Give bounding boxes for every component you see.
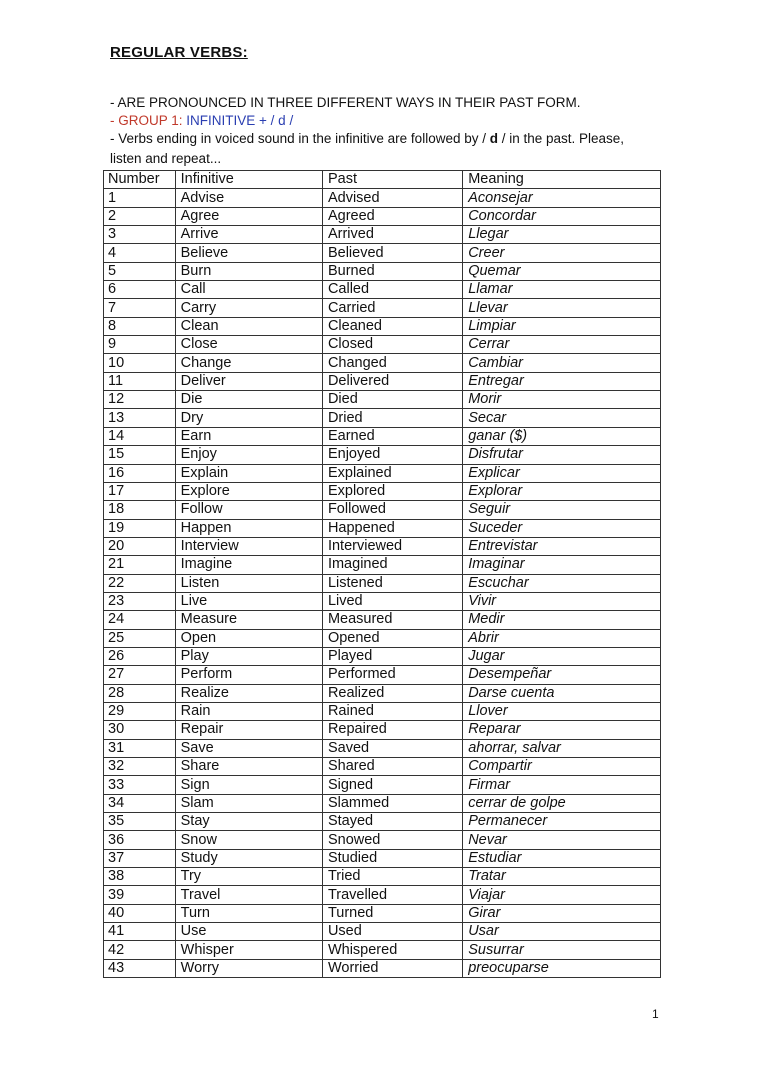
cell-number: 6 — [104, 281, 176, 299]
table-row — [104, 281, 661, 299]
cell-number: 7 — [104, 299, 176, 317]
table-row — [104, 336, 661, 354]
page-title: REGULAR VERBS: — [110, 44, 248, 61]
cell-meaning: Desempeñar — [463, 666, 661, 684]
table-row — [104, 317, 661, 335]
cell-past: Carried — [322, 299, 462, 317]
table-row — [104, 813, 661, 831]
cell-number: 25 — [104, 629, 176, 647]
table-row — [104, 409, 661, 427]
cell-infinitive: Repair — [175, 721, 322, 739]
cell-past: Called — [322, 281, 462, 299]
cell-meaning: preocuparse — [463, 959, 661, 977]
cell-meaning: Permanecer — [463, 813, 661, 831]
cell-meaning: Creer — [463, 244, 661, 262]
group-label: - GROUP 1: — [110, 113, 183, 128]
cell-infinitive: Worry — [175, 959, 322, 977]
cell-past: Arrived — [322, 226, 462, 244]
cell-past: Agreed — [322, 207, 462, 225]
cell-number: 1 — [104, 189, 176, 207]
cell-number: 16 — [104, 464, 176, 482]
cell-infinitive: Save — [175, 739, 322, 757]
table-row — [104, 501, 661, 519]
intro-line-2 — [110, 113, 293, 128]
cell-past: Saved — [322, 739, 462, 757]
table-row — [104, 959, 661, 977]
cell-infinitive: Arrive — [175, 226, 322, 244]
header-past: Past — [322, 171, 462, 189]
cell-past: Dried — [322, 409, 462, 427]
cell-past: Enjoyed — [322, 446, 462, 464]
cell-meaning: Darse cuenta — [463, 684, 661, 702]
cell-infinitive: Open — [175, 629, 322, 647]
cell-past: Opened — [322, 629, 462, 647]
cell-past: Explored — [322, 482, 462, 500]
cell-meaning: Explorar — [463, 482, 661, 500]
cell-number: 33 — [104, 776, 176, 794]
cell-meaning: ahorrar, salvar — [463, 739, 661, 757]
cell-infinitive: Study — [175, 849, 322, 867]
table-row — [104, 189, 661, 207]
table-row — [104, 427, 661, 445]
cell-past: Measured — [322, 611, 462, 629]
cell-number: 8 — [104, 317, 176, 335]
cell-past: Cleaned — [322, 317, 462, 335]
table-row — [104, 574, 661, 592]
cell-meaning: Nevar — [463, 831, 661, 849]
table-row — [104, 758, 661, 776]
cell-past: Rained — [322, 702, 462, 720]
intro-line-3 — [110, 131, 624, 146]
cell-infinitive: Snow — [175, 831, 322, 849]
cell-number: 20 — [104, 537, 176, 555]
cell-meaning: Susurrar — [463, 941, 661, 959]
cell-past: Realized — [322, 684, 462, 702]
cell-number: 28 — [104, 684, 176, 702]
cell-past: Travelled — [322, 886, 462, 904]
cell-meaning: Llevar — [463, 299, 661, 317]
cell-infinitive: Enjoy — [175, 446, 322, 464]
cell-infinitive: Deliver — [175, 372, 322, 390]
cell-past: Shared — [322, 758, 462, 776]
cell-number: 31 — [104, 739, 176, 757]
cell-number: 26 — [104, 647, 176, 665]
table-row — [104, 831, 661, 849]
cell-meaning: Secar — [463, 409, 661, 427]
cell-infinitive: Close — [175, 336, 322, 354]
cell-past: Snowed — [322, 831, 462, 849]
cell-infinitive: Call — [175, 281, 322, 299]
cell-infinitive: Imagine — [175, 556, 322, 574]
cell-infinitive: Slam — [175, 794, 322, 812]
page-number: 1 — [652, 1007, 659, 1021]
intro-line-3-after: / in the past. Please, — [497, 131, 625, 146]
table-row — [104, 702, 661, 720]
cell-meaning: Entrevistar — [463, 537, 661, 555]
table-row — [104, 464, 661, 482]
cell-number: 30 — [104, 721, 176, 739]
cell-meaning: Llover — [463, 702, 661, 720]
cell-number: 39 — [104, 886, 176, 904]
table-row — [104, 629, 661, 647]
cell-meaning: Morir — [463, 391, 661, 409]
table-row — [104, 556, 661, 574]
cell-number: 12 — [104, 391, 176, 409]
cell-infinitive: Realize — [175, 684, 322, 702]
cell-number: 3 — [104, 226, 176, 244]
table-row — [104, 904, 661, 922]
cell-infinitive: Change — [175, 354, 322, 372]
cell-infinitive: Clean — [175, 317, 322, 335]
cell-past: Signed — [322, 776, 462, 794]
cell-meaning: Cambiar — [463, 354, 661, 372]
cell-number: 19 — [104, 519, 176, 537]
cell-infinitive: Die — [175, 391, 322, 409]
cell-infinitive: Travel — [175, 886, 322, 904]
cell-meaning: Escuchar — [463, 574, 661, 592]
cell-number: 13 — [104, 409, 176, 427]
cell-past: Delivered — [322, 372, 462, 390]
cell-number: 14 — [104, 427, 176, 445]
table-row — [104, 446, 661, 464]
cell-infinitive: Measure — [175, 611, 322, 629]
table-row — [104, 482, 661, 500]
cell-infinitive: Believe — [175, 244, 322, 262]
cell-past: Imagined — [322, 556, 462, 574]
cell-past: Interviewed — [322, 537, 462, 555]
cell-past: Slammed — [322, 794, 462, 812]
cell-number: 36 — [104, 831, 176, 849]
table-row — [104, 739, 661, 757]
cell-number: 15 — [104, 446, 176, 464]
cell-infinitive: Share — [175, 758, 322, 776]
cell-infinitive: Earn — [175, 427, 322, 445]
cell-number: 18 — [104, 501, 176, 519]
cell-past: Believed — [322, 244, 462, 262]
cell-meaning: Vivir — [463, 592, 661, 610]
cell-meaning: Tratar — [463, 868, 661, 886]
cell-meaning: Estudiar — [463, 849, 661, 867]
cell-infinitive: Perform — [175, 666, 322, 684]
cell-number: 10 — [104, 354, 176, 372]
cell-infinitive: Whisper — [175, 941, 322, 959]
cell-infinitive: Play — [175, 647, 322, 665]
cell-number: 5 — [104, 262, 176, 280]
cell-meaning: Viajar — [463, 886, 661, 904]
table-row — [104, 592, 661, 610]
intro-line-4: listen and repeat... — [110, 151, 222, 166]
cell-infinitive: Burn — [175, 262, 322, 280]
table-row — [104, 941, 661, 959]
cell-infinitive: Explore — [175, 482, 322, 500]
cell-infinitive: Explain — [175, 464, 322, 482]
cell-past: Closed — [322, 336, 462, 354]
intro-line-3-bold: d — [489, 131, 498, 146]
cell-meaning: Suceder — [463, 519, 661, 537]
cell-meaning: Llamar — [463, 281, 661, 299]
cell-meaning: Firmar — [463, 776, 661, 794]
cell-number: 9 — [104, 336, 176, 354]
intro-line-1-text: - ARE PRONOUNCED IN THREE DIFFERENT WAYS IN THEIR PAST FORM. — [110, 95, 581, 110]
table-row — [104, 684, 661, 702]
verbs-table — [103, 170, 661, 978]
table-row — [104, 354, 661, 372]
table-row — [104, 372, 661, 390]
cell-past: Lived — [322, 592, 462, 610]
cell-number: 22 — [104, 574, 176, 592]
cell-number: 32 — [104, 758, 176, 776]
cell-meaning: Limpiar — [463, 317, 661, 335]
cell-meaning: Disfrutar — [463, 446, 661, 464]
header-meaning: Meaning — [463, 171, 661, 189]
cell-infinitive: Advise — [175, 189, 322, 207]
cell-past: Happened — [322, 519, 462, 537]
cell-number: 29 — [104, 702, 176, 720]
cell-past: Worried — [322, 959, 462, 977]
cell-past: Earned — [322, 427, 462, 445]
cell-number: 4 — [104, 244, 176, 262]
cell-infinitive: Agree — [175, 207, 322, 225]
cell-infinitive: Rain — [175, 702, 322, 720]
table-row — [104, 923, 661, 941]
cell-number: 37 — [104, 849, 176, 867]
cell-infinitive: Follow — [175, 501, 322, 519]
table-row — [104, 666, 661, 684]
table-row — [104, 886, 661, 904]
cell-number: 38 — [104, 868, 176, 886]
cell-meaning: Aconsejar — [463, 189, 661, 207]
cell-infinitive: Happen — [175, 519, 322, 537]
table-row — [104, 262, 661, 280]
cell-infinitive: Use — [175, 923, 322, 941]
table-row — [104, 849, 661, 867]
cell-meaning: cerrar de golpe — [463, 794, 661, 812]
cell-meaning: Jugar — [463, 647, 661, 665]
table-row — [104, 299, 661, 317]
cell-past: Studied — [322, 849, 462, 867]
table-row — [104, 794, 661, 812]
cell-number: 34 — [104, 794, 176, 812]
cell-meaning: Llegar — [463, 226, 661, 244]
cell-past: Died — [322, 391, 462, 409]
cell-infinitive: Sign — [175, 776, 322, 794]
cell-infinitive: Try — [175, 868, 322, 886]
cell-meaning: Seguir — [463, 501, 661, 519]
table-header-row — [104, 171, 661, 189]
cell-past: Tried — [322, 868, 462, 886]
cell-meaning: Abrir — [463, 629, 661, 647]
intro-line-3-before: - Verbs ending in voiced sound in the infinitive are followed by / — [110, 131, 490, 146]
cell-past: Listened — [322, 574, 462, 592]
cell-infinitive: Listen — [175, 574, 322, 592]
cell-meaning: Imaginar — [463, 556, 661, 574]
cell-past: Turned — [322, 904, 462, 922]
cell-number: 23 — [104, 592, 176, 610]
table-row — [104, 721, 661, 739]
cell-meaning: Cerrar — [463, 336, 661, 354]
cell-meaning: Reparar — [463, 721, 661, 739]
table-row — [104, 611, 661, 629]
cell-past: Advised — [322, 189, 462, 207]
cell-meaning: Explicar — [463, 464, 661, 482]
cell-past: Changed — [322, 354, 462, 372]
cell-number: 27 — [104, 666, 176, 684]
cell-meaning: Compartir — [463, 758, 661, 776]
cell-number: 21 — [104, 556, 176, 574]
cell-number: 43 — [104, 959, 176, 977]
table-row — [104, 868, 661, 886]
cell-infinitive: Live — [175, 592, 322, 610]
cell-meaning: Medir — [463, 611, 661, 629]
cell-number: 11 — [104, 372, 176, 390]
cell-past: Repaired — [322, 721, 462, 739]
header-infinitive: Infinitive — [175, 171, 322, 189]
group-rule: INFINITIVE + / d / — [186, 113, 294, 128]
header-number: Number — [104, 171, 176, 189]
cell-number: 24 — [104, 611, 176, 629]
cell-past: Whispered — [322, 941, 462, 959]
table-row — [104, 519, 661, 537]
table-row — [104, 537, 661, 555]
cell-meaning: Concordar — [463, 207, 661, 225]
cell-meaning: Quemar — [463, 262, 661, 280]
cell-meaning: Girar — [463, 904, 661, 922]
table-row — [104, 226, 661, 244]
cell-number: 41 — [104, 923, 176, 941]
table-row — [104, 776, 661, 794]
cell-infinitive: Carry — [175, 299, 322, 317]
table-row — [104, 244, 661, 262]
cell-meaning: ganar ($) — [463, 427, 661, 445]
cell-number: 42 — [104, 941, 176, 959]
cell-infinitive: Dry — [175, 409, 322, 427]
cell-number: 17 — [104, 482, 176, 500]
table-row — [104, 391, 661, 409]
cell-past: Explained — [322, 464, 462, 482]
cell-past: Played — [322, 647, 462, 665]
cell-past: Followed — [322, 501, 462, 519]
cell-past: Used — [322, 923, 462, 941]
cell-past: Burned — [322, 262, 462, 280]
cell-infinitive: Interview — [175, 537, 322, 555]
cell-past: Performed — [322, 666, 462, 684]
cell-number: 40 — [104, 904, 176, 922]
table-row — [104, 207, 661, 225]
cell-meaning: Usar — [463, 923, 661, 941]
cell-number: 2 — [104, 207, 176, 225]
cell-infinitive: Turn — [175, 904, 322, 922]
verbs-table-body — [104, 171, 661, 978]
cell-past: Stayed — [322, 813, 462, 831]
cell-infinitive: Stay — [175, 813, 322, 831]
table-row — [104, 647, 661, 665]
cell-meaning: Entregar — [463, 372, 661, 390]
cell-number: 35 — [104, 813, 176, 831]
intro-line-1 — [110, 95, 581, 110]
